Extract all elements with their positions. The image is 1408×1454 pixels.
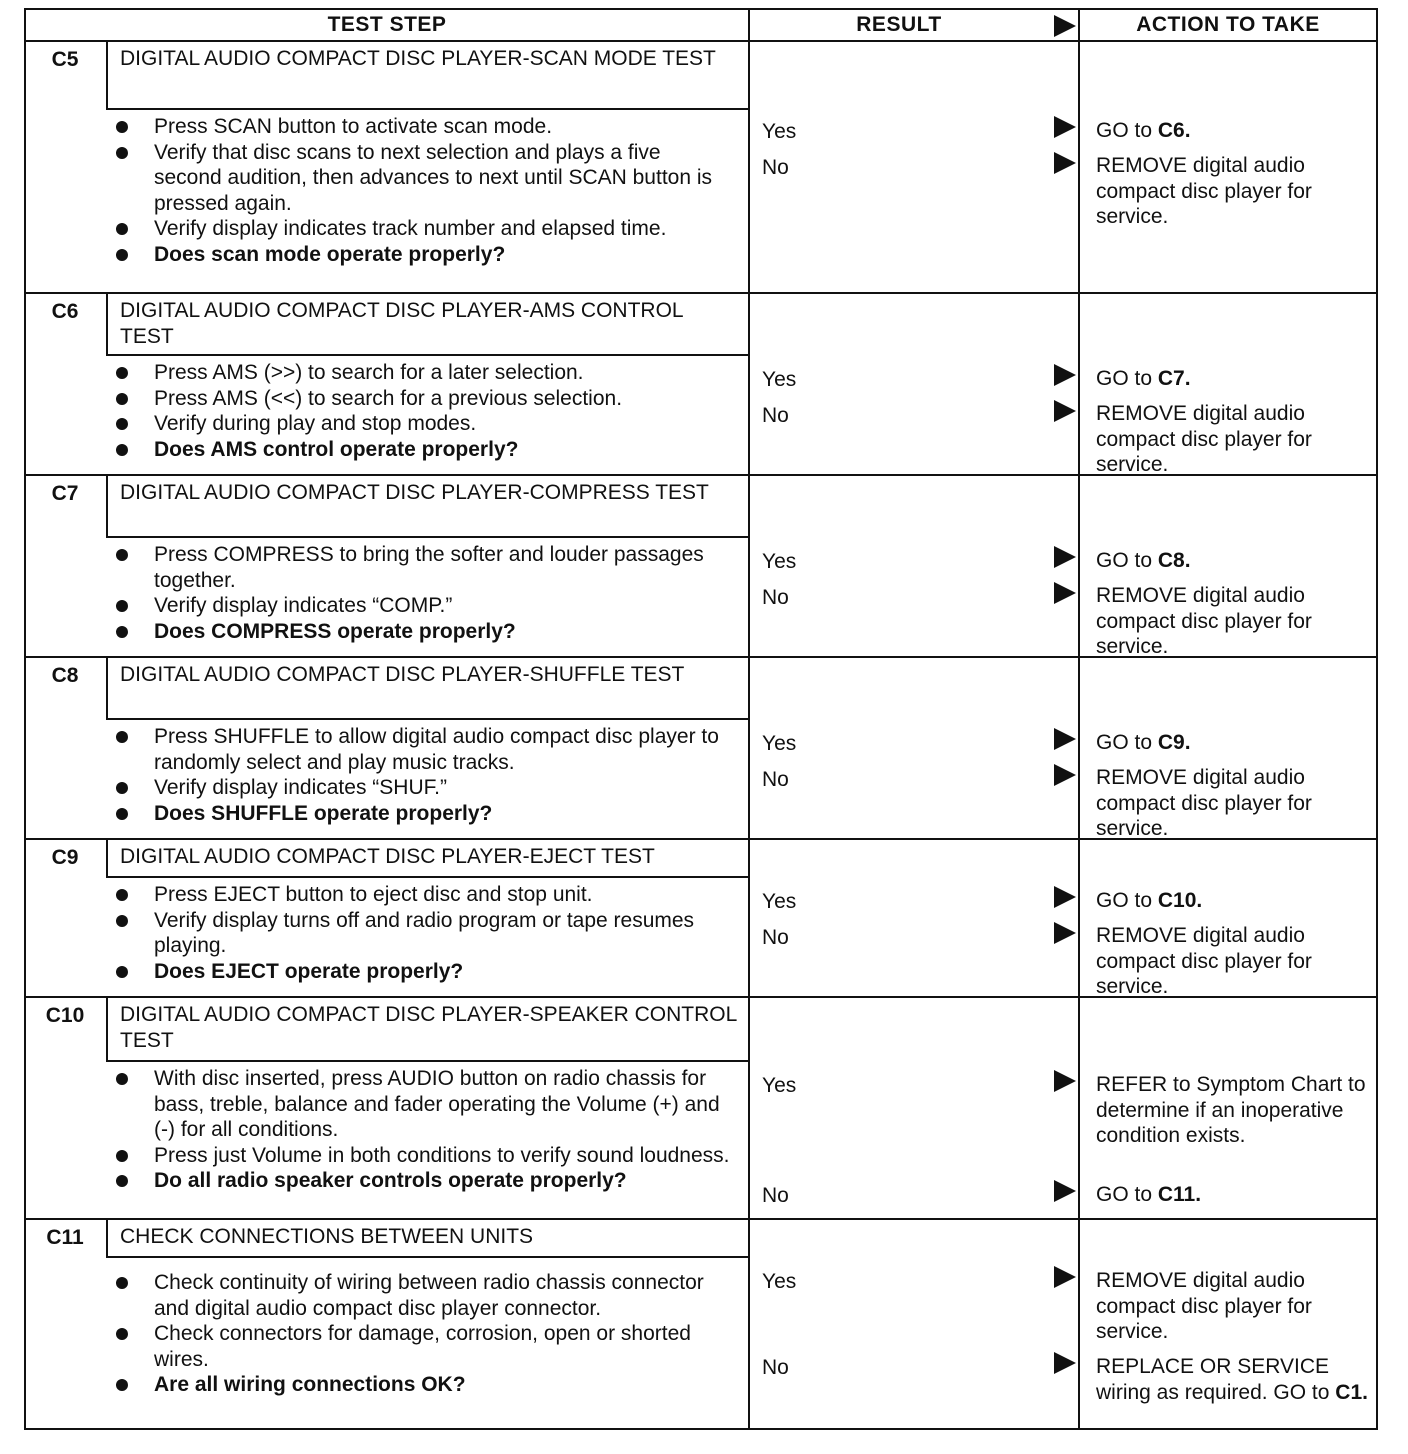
arrow-yes-icon — [1054, 364, 1076, 386]
step-title: DIGITAL AUDIO COMPACT DISC PLAYER-SCAN MODE TEST — [106, 42, 748, 110]
result-no: No — [762, 586, 789, 609]
step-id: C11 — [46, 1226, 84, 1249]
action-yes: REFER to Symptom Chart to determine if an inoperative condition exists. — [1096, 1073, 1366, 1147]
step-instructions — [26, 882, 748, 984]
action-yes: GO to C7. — [1096, 367, 1191, 390]
list-item: Do all radio speaker controls operate properly? — [26, 1168, 748, 1194]
result-yes: Yes — [762, 1074, 797, 1097]
step-id: C7 — [51, 482, 79, 505]
arrow-yes-icon — [1054, 546, 1076, 568]
action-yes: GO to C8. — [1096, 549, 1191, 572]
step-instructions — [26, 114, 748, 267]
step-instructions — [26, 1270, 748, 1398]
arrow-no-icon — [1054, 152, 1076, 174]
action-no: REMOVE digital audio compact disc player for service. — [1096, 584, 1312, 658]
header-action: ACTION TO TAKE — [1080, 10, 1376, 42]
arrow-no-icon — [1054, 582, 1076, 604]
test-row-c11 — [26, 1218, 1376, 1428]
arrow-yes-icon — [1054, 1266, 1076, 1288]
list-item: Press COMPRESS to bring the softer and louder passages together. — [26, 542, 748, 593]
action-yes: GO to C10. — [1096, 889, 1203, 912]
list-item: Does scan mode operate properly? — [26, 242, 748, 268]
arrow-yes-icon — [1054, 728, 1076, 750]
arrow-no-icon — [1054, 1180, 1076, 1202]
list-item: Does COMPRESS operate properly? — [26, 619, 748, 645]
step-instructions — [26, 1066, 748, 1194]
action-yes: REMOVE digital audio compact disc player for service. — [1096, 1269, 1312, 1343]
test-row-c8 — [26, 656, 1376, 840]
list-item: Press EJECT button to eject disc and stop unit. — [26, 882, 748, 908]
arrow-no-icon — [1054, 764, 1076, 786]
test-row-c5 — [26, 42, 1376, 294]
result-yes: Yes — [762, 368, 797, 391]
step-id: C9 — [51, 846, 79, 869]
list-item: Verify that disc scans to next selection and plays a five second audition, then advances to next until SCAN button is pressed again. — [26, 140, 748, 217]
action-no: REMOVE digital audio compact disc player for service. — [1096, 924, 1312, 998]
result-yes: Yes — [762, 1270, 797, 1293]
list-item: Verify during play and stop modes. — [26, 411, 748, 437]
list-item: Press SHUFFLE to allow digital audio compact disc player to randomly select and play music tracks. — [26, 724, 748, 775]
step-id: C8 — [51, 664, 79, 687]
diagnostic-table — [24, 8, 1378, 1430]
arrow-yes-icon — [1054, 886, 1076, 908]
arrow-no-icon — [1054, 400, 1076, 422]
action-yes: GO to C9. — [1096, 731, 1191, 754]
action-no: REMOVE digital audio compact disc player for service. — [1096, 766, 1312, 840]
list-item: Verify display indicates “SHUF.” — [26, 775, 748, 801]
result-yes: Yes — [762, 890, 797, 913]
list-item: Press just Volume in both conditions to verify sound loudness. — [26, 1143, 748, 1169]
action-no: REMOVE digital audio compact disc player for service. — [1096, 402, 1312, 476]
test-row-c7 — [26, 474, 1376, 658]
action-no: REMOVE digital audio compact disc player for service. — [1096, 154, 1312, 228]
step-title: CHECK CONNECTIONS BETWEEN UNITS — [106, 1220, 748, 1258]
step-instructions — [26, 360, 748, 462]
list-item: Check connectors for damage, corrosion, open or shorted wires. — [26, 1321, 748, 1372]
result-no: No — [762, 926, 789, 949]
list-item: Does AMS control operate properly? — [26, 437, 748, 463]
result-yes: Yes — [762, 550, 797, 573]
result-no: No — [762, 156, 789, 179]
header-test-step: TEST STEP — [26, 10, 748, 42]
step-title: DIGITAL AUDIO COMPACT DISC PLAYER-SHUFFLE TEST — [106, 658, 748, 720]
list-item: Check continuity of wiring between radio chassis connector and digital audio compact disc player connector. — [26, 1270, 748, 1321]
test-row-c10 — [26, 996, 1376, 1220]
list-item: Are all wiring connections OK? — [26, 1372, 748, 1398]
list-item: Does EJECT operate properly? — [26, 959, 748, 985]
test-row-c6 — [26, 292, 1376, 476]
step-id: C5 — [51, 48, 79, 71]
header-result: RESULT — [750, 10, 1078, 42]
step-instructions — [26, 542, 748, 644]
step-title: DIGITAL AUDIO COMPACT DISC PLAYER-SPEAKER CONTROL TEST — [106, 998, 748, 1062]
action-yes: GO to C6. — [1096, 119, 1191, 142]
list-item: Does SHUFFLE operate properly? — [26, 801, 748, 827]
result-yes: Yes — [762, 120, 797, 143]
step-id: C10 — [45, 1004, 85, 1027]
action-no: GO to C11. — [1096, 1183, 1202, 1206]
step-id: C6 — [51, 300, 79, 323]
step-instructions — [26, 724, 748, 826]
result-no: No — [762, 1184, 789, 1207]
arrow-yes-icon — [1054, 1070, 1076, 1092]
list-item: Verify display turns off and radio program or tape resumes playing. — [26, 908, 748, 959]
result-no: No — [762, 1356, 789, 1379]
result-no: No — [762, 768, 789, 791]
list-item: Verify display indicates track number and elapsed time. — [26, 216, 748, 242]
test-row-c9 — [26, 838, 1376, 998]
action-no: REPLACE OR SERVICE wiring as required. GO to C1. — [1096, 1355, 1368, 1404]
list-item: Press SCAN button to activate scan mode. — [26, 114, 748, 140]
arrow-yes-icon — [1054, 116, 1076, 138]
result-yes: Yes — [762, 732, 797, 755]
result-no: No — [762, 404, 789, 427]
step-title: DIGITAL AUDIO COMPACT DISC PLAYER-COMPRESS TEST — [106, 476, 748, 538]
list-item: Verify display indicates “COMP.” — [26, 593, 748, 619]
arrow-no-icon — [1054, 922, 1076, 944]
list-item: Press AMS (<<) to search for a previous selection. — [26, 386, 748, 412]
list-item: With disc inserted, press AUDIO button on radio chassis for bass, treble, balance and fader operating the Volume (+) and (-) for all conditions. — [26, 1066, 748, 1143]
header-arrow-icon — [1054, 15, 1076, 37]
step-title: DIGITAL AUDIO COMPACT DISC PLAYER-EJECT TEST — [106, 840, 748, 878]
arrow-no-icon — [1054, 1352, 1076, 1374]
step-title: DIGITAL AUDIO COMPACT DISC PLAYER-AMS CONTROL TEST — [106, 294, 748, 356]
list-item: Press AMS (>>) to search for a later selection. — [26, 360, 748, 386]
